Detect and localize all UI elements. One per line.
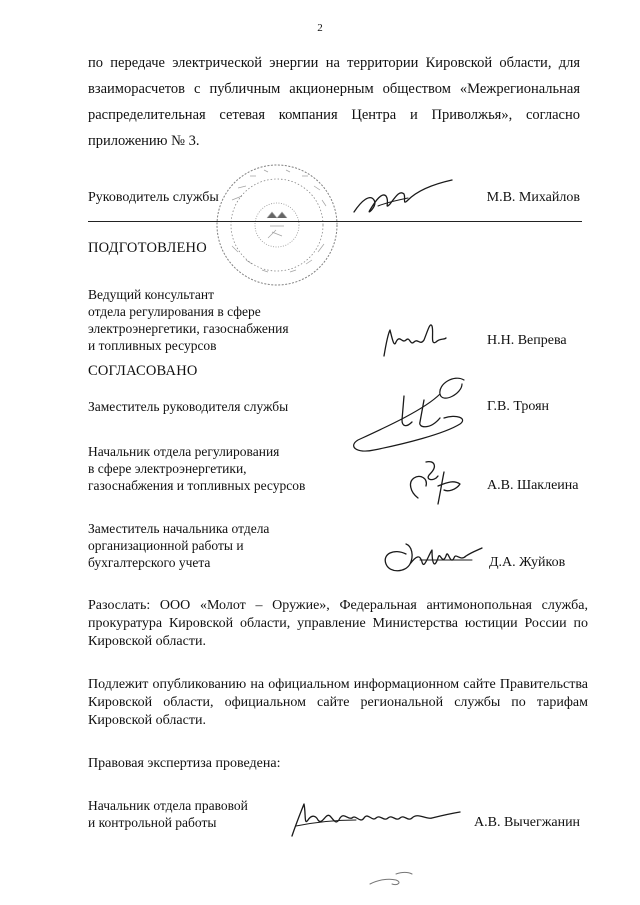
agreed-signer-3-signature	[376, 536, 486, 580]
agreed-signer-3-position: Заместитель начальника отдела организационной работы и бухгалтерского учета	[88, 521, 270, 570]
legal-name: А.В. Вычегжанин	[474, 815, 581, 830]
agreed-signer-1-position: Заместитель руководителя службы	[88, 399, 289, 414]
agreed-signer-3-name: Д.А. Жуйков	[489, 555, 566, 570]
initials-mark	[366, 866, 416, 890]
official-seal-stamp	[212, 160, 342, 290]
publication-paragraph: Подлежит опубликованию на официальном информационном сайте Правительства Кировской области, официальном сайте региональной службы по тарифам Кировской области.	[88, 677, 588, 728]
agreed-heading: СОГЛАСОВАНО	[88, 363, 198, 379]
head-signature-row	[88, 190, 580, 206]
prepared-heading: ПОДГОТОВЛЕНО	[88, 240, 207, 256]
legal-signature	[286, 796, 466, 842]
agreed-signer-2-position: Начальник отдела регулирования в сфере электроэнергетики, газоснабжения и топливных ресурсов	[88, 444, 306, 493]
signature-divider	[88, 221, 582, 222]
legal-note: Правовая экспертиза проведена:	[88, 756, 281, 771]
agreed-signer-2-name: А.В. Шаклеина	[487, 478, 579, 493]
head-title: Руководитель службы	[88, 190, 219, 205]
prepared-signature	[380, 316, 450, 364]
legal-position: Начальник отдела правовой и контрольной работы	[88, 798, 248, 830]
page-number: 2	[317, 22, 323, 34]
prepared-position: Ведущий консультант отдела регулирования в сфере электроэнергетики, газоснабжения и топливных ресурсов	[88, 287, 289, 353]
intro-paragraph: по передаче электрической энергии на территории Кировской области, для взаиморасчетов с публичным акционерным обществом «Межрегиональная распределительная сетевая компания Центра и Приволжья», согласно приложению № 3.	[88, 55, 580, 149]
distribution-paragraph: Разослать: ООО «Молот – Оружие», Федеральная антимонопольная служба, прокуратура Кировской области, управление Министерства юстиции России по Кировской области.	[88, 598, 588, 649]
prepared-name: Н.Н. Вепрева	[487, 333, 567, 348]
agreed-signer-1-name: Г.В. Троян	[487, 399, 550, 414]
agreed-signer-2-signature	[398, 452, 470, 508]
head-name: М.В. Михайлов	[486, 190, 580, 205]
